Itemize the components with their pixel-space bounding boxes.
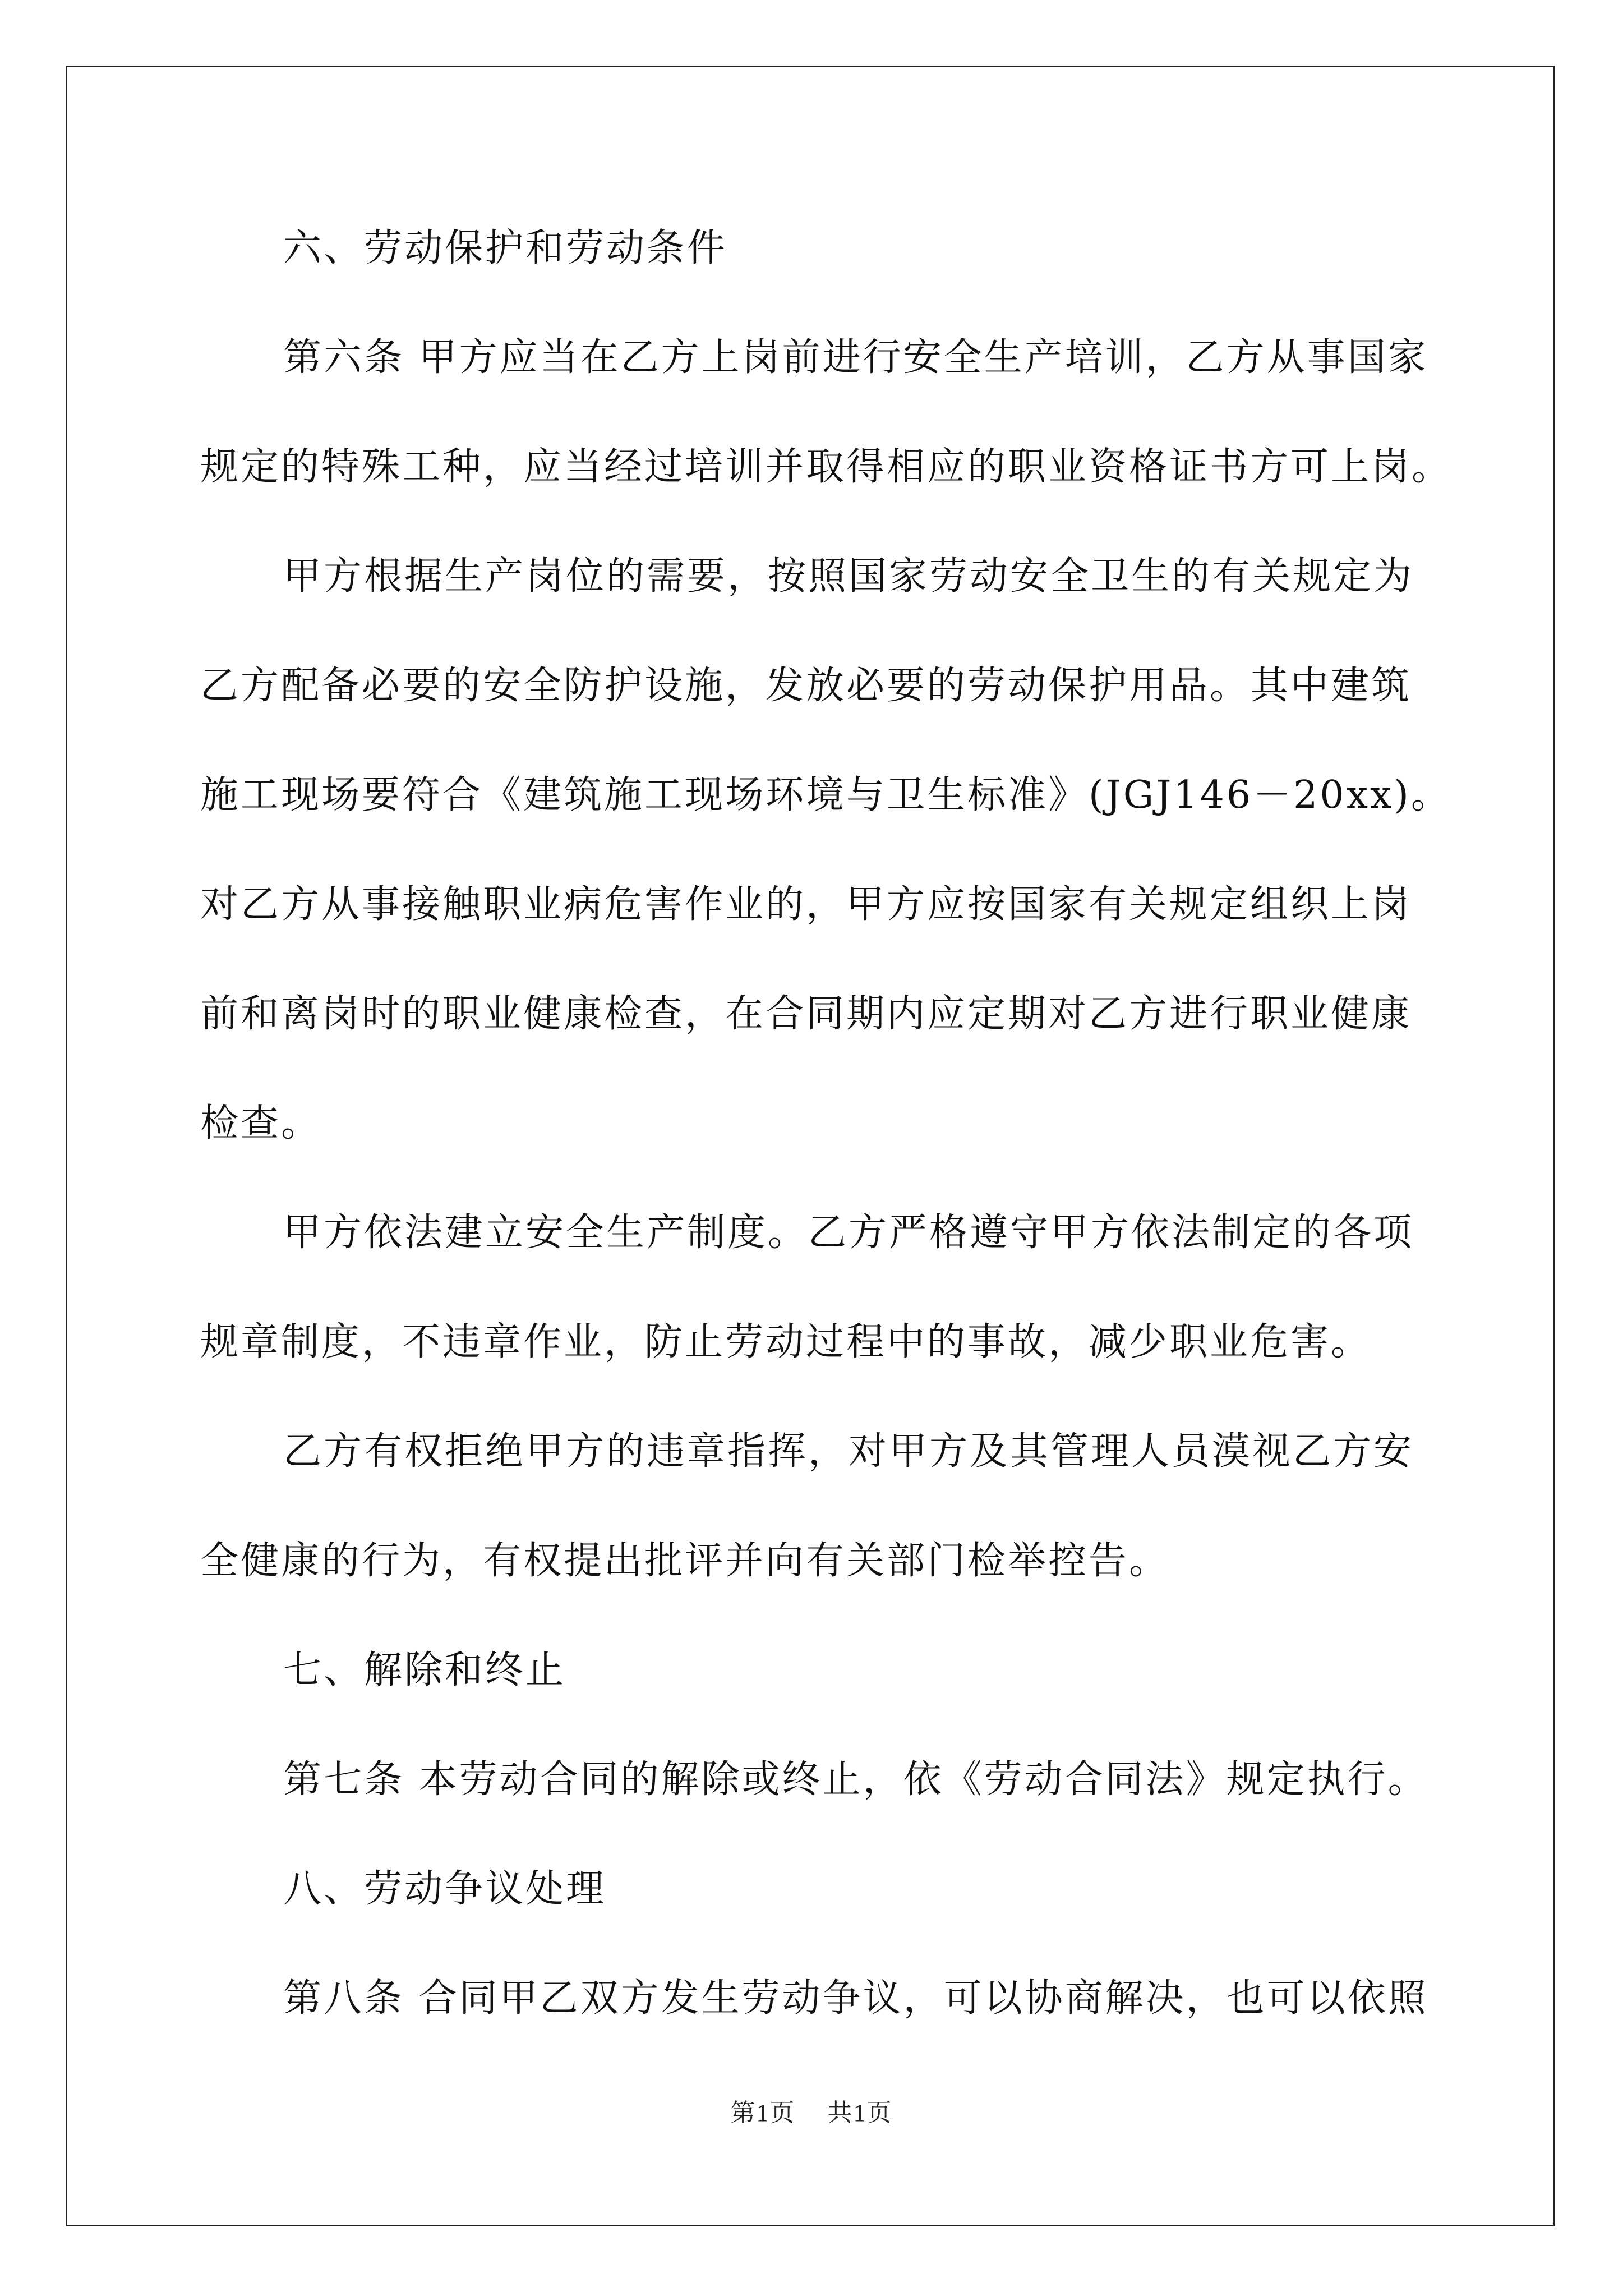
paragraph-line: 规定的特殊工种，应当经过培训并取得相应的职业资格证书方可上岗。 <box>200 445 1453 489</box>
section-heading: 六、劳动保护和劳动条件 <box>283 226 728 270</box>
paragraph-line: 乙方配备必要的安全防护设施，发放必要的劳动保护用品。其中建筑 <box>200 664 1412 708</box>
paragraph-line: 施工现场要符合《建筑施工现场环境与卫生标准》(JGJ146－20xx)。 <box>200 773 1451 817</box>
paragraph-line: 甲方依法建立安全生产制度。乙方严格遵守甲方依法制定的各项 <box>283 1211 1414 1255</box>
paragraph-line: 第七条 本劳动合同的解除或终止，依《劳动合同法》规定执行。 <box>283 1757 1428 1802</box>
paragraph-line: 全健康的行为，有权提出批评并向有关部门检举控告。 <box>200 1539 1170 1583</box>
page-footer <box>0 2092 1623 2128</box>
paragraph-line: 甲方根据生产岗位的需要，按照国家劳动安全卫生的有关规定为 <box>283 554 1414 599</box>
paragraph-line: 规章制度，不违章作业，防止劳动过程中的事故，减少职业危害。 <box>200 1320 1372 1364</box>
paragraph-line: 检查。 <box>200 1101 322 1145</box>
section-heading: 七、解除和终止 <box>283 1648 566 1692</box>
paragraph-line: 对乙方从事接触职业病危害作业的，甲方应按国家有关规定组织上岗 <box>200 882 1412 927</box>
page-number-current: 第1页 <box>730 2099 796 2127</box>
paragraph-line: 乙方有权拒绝甲方的违章指挥，对甲方及其管理人员漠视乙方安 <box>283 1429 1414 1474</box>
paragraph-line: 前和离岗时的职业健康检查，在合同期内应定期对乙方进行职业健康 <box>200 992 1412 1036</box>
paragraph-line: 第八条 合同甲乙双方发生劳动争议，可以协商解决，也可以依照 <box>283 1976 1428 2021</box>
page-number-total: 共1页 <box>827 2099 893 2127</box>
section-heading: 八、劳动争议处理 <box>283 1867 607 1911</box>
paragraph-line: 第六条 甲方应当在乙方上岗前进行安全生产培训，乙方从事国家 <box>283 335 1428 380</box>
